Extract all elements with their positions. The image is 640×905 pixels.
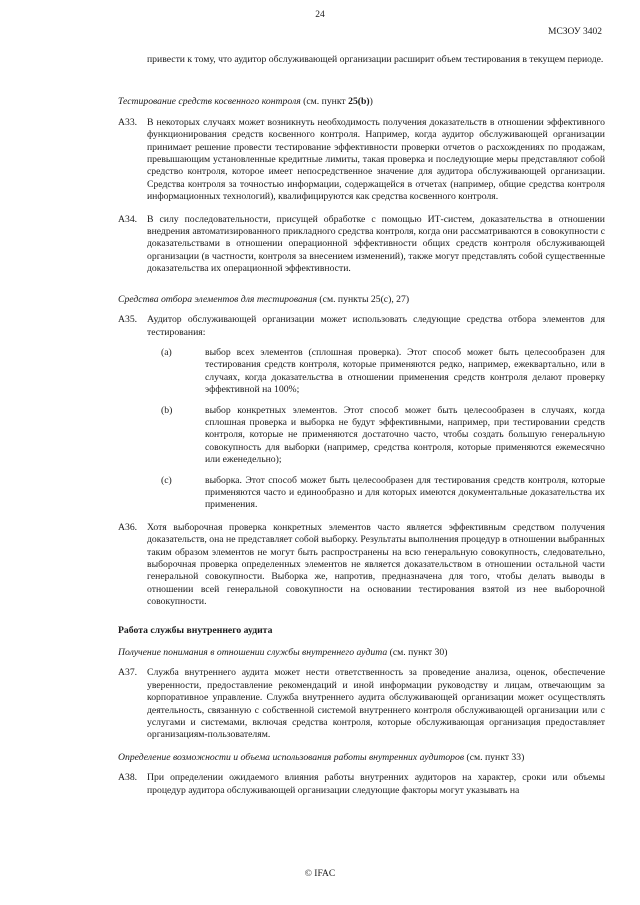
subsection-determining-title	[118, 752, 605, 764]
section-ref-number: 25(b)	[348, 96, 370, 108]
section-title-text: Средства отбора элементов для тестирования	[118, 293, 317, 305]
list-item-c	[147, 475, 605, 512]
section-title-text: Тестирование средств косвенного контроля	[118, 96, 301, 108]
subsection-title-text: Определение возможности и объема использования работы внутренних аудиторов	[118, 751, 465, 763]
list-item-a	[147, 347, 605, 397]
list-text: выбор всех элементов (сплошная проверка). Этот способ может быть целесообразен для тестирования средств контроля, которые применяются редко, например, ежеквартально, или в случаях, когда доказательства в отношении применения средств контроля делают проверку эффективной на 100%;	[205, 346, 605, 396]
paragraph-text: Аудитор обслуживающей организации может использовать следующие средства отбора элементов для тестирования:	[147, 314, 605, 338]
footer-copyright: © IFAC	[304, 869, 336, 879]
section-ref-suffix: )	[369, 96, 373, 108]
paragraph-a33	[118, 117, 605, 204]
subsection-title-text: Получение понимания в отношении службы внутреннего аудита	[118, 647, 388, 659]
paragraph-number: A34.	[118, 213, 138, 225]
paragraph-a38	[118, 772, 605, 797]
paragraph-a35	[118, 314, 605, 512]
paragraph-number: A37.	[118, 667, 138, 679]
list-text: выбор конкретных элементов. Этот способ может быть целесообразен в случаях, когда сплошная проверка и выборка не будут эффективными, например, при тестировании средств контроля, которые не применяются достаточно часто, чтобы создать большую генеральную совокупность для выборки (например, средства контроля, которые применяются ежемесячно или еженедельно);	[205, 404, 605, 466]
subsection-understanding-title	[118, 647, 605, 659]
paragraph-a36	[118, 522, 605, 609]
list-text: выборка. Этот способ может быть целесообразен для тестирования средств контроля, которые применяются часто и единообразно и для которых имеются документальные доказательства их применения.	[205, 474, 605, 511]
list-letter: (c)	[161, 474, 172, 486]
paragraph-text: В силу последовательности, присущей обработке с помощью ИТ-систем, доказательства в отношении внедрения автоматизированного прикладного средства контроля, когда они рассматриваются в совокупности с доказательствами в отношении операционной эффективности общих средств контроля обслуживающей организации (в частности, контроля за внесением изменений), также могут представлять собой существенные доказательства их операционной эффективности.	[147, 213, 605, 275]
section-ref: (см. пункты 25(c), 27)	[317, 293, 410, 305]
page-number: 24	[315, 10, 325, 20]
document-body	[118, 54, 605, 807]
subsection-ref: (см. пункт 33)	[464, 751, 525, 763]
list-item-b	[147, 405, 605, 467]
paragraph-number: A33.	[118, 116, 138, 128]
paragraph-text: Служба внутреннего аудита может нести ответственность за проведение анализа, оценок, обеспечение уверенности, предоставление рекомендаций и иной информации руководству и лицам, отвечающим за корпоративное управление. Служба внутреннего аудита обслуживающей организации может осуществлять деятельность, связанную с собственной системой внутреннего контроля обслуживающей организации или с услугами и системами, включая средства контроля, которые обслуживающая организация предоставляет организациям-пользователям.	[147, 667, 605, 741]
paragraph-number: A36.	[118, 521, 138, 533]
internal-audit-heading: Работа службы внутреннего аудита	[118, 624, 273, 636]
paragraph-text: Хотя выборочная проверка конкретных элементов часто является эффективным средством получения доказательств, она не представляет собой выборку. Результаты выполнения процедур в отношении выбранных таким образом элементов не могут быть распространены на всю генеральную совокупность, следовательно, выборочная проверка определенных элементов не является доказательством в отношении остальной части генеральной совокупности. Выборка же, напротив, предназначена для того, чтобы делать выводы в отношении всей генеральной совокупности на основании тестирования взятой из нее выборочной совокупности.	[147, 521, 605, 608]
paragraph-text: В некоторых случаях может возникнуть необходимость получения доказательств в отношении эффективного функционирования средств косвенного контроля. Например, когда аудитор обслуживающей организации принимает решение провести тестирование эффективности проверки отчетов о расхождениях по продажам, превышающим установленные кредитные лимиты, такая проверка и последующие меры представляют собой средство контроля, которое имеет непосредственное значение для аудитора обслуживающей организации. Средства контроля за точностью информации, содержащейся в отчетах (например, общие средства контроля информационных технологий), квалифицируются как средства косвенного контроля.	[147, 116, 605, 203]
section-selection-title	[118, 294, 605, 306]
paragraph-number: A35.	[118, 314, 138, 326]
subsection-ref: (см. пункт 30)	[387, 647, 448, 659]
section-indirect-controls-title	[118, 96, 605, 108]
paragraph-a34	[118, 214, 605, 276]
list-letter: (a)	[161, 346, 172, 358]
lead-paragraph: привести к тому, что аудитор обслуживающей организации расширит объем тестирования в текущем периоде.	[147, 54, 604, 65]
paragraph-text: При определении ожидаемого влияния работы внутренних аудиторов на характер, сроки или объемы процедур аудитора обслуживающей организации следующие факторы могут указывать на	[147, 772, 605, 796]
standard-code: МСЗОУ 3402	[548, 27, 602, 37]
section-ref-prefix: (см. пункт	[300, 96, 349, 108]
list-letter: (b)	[161, 404, 173, 416]
paragraph-number: A38.	[118, 772, 138, 784]
paragraph-a37	[118, 667, 605, 741]
